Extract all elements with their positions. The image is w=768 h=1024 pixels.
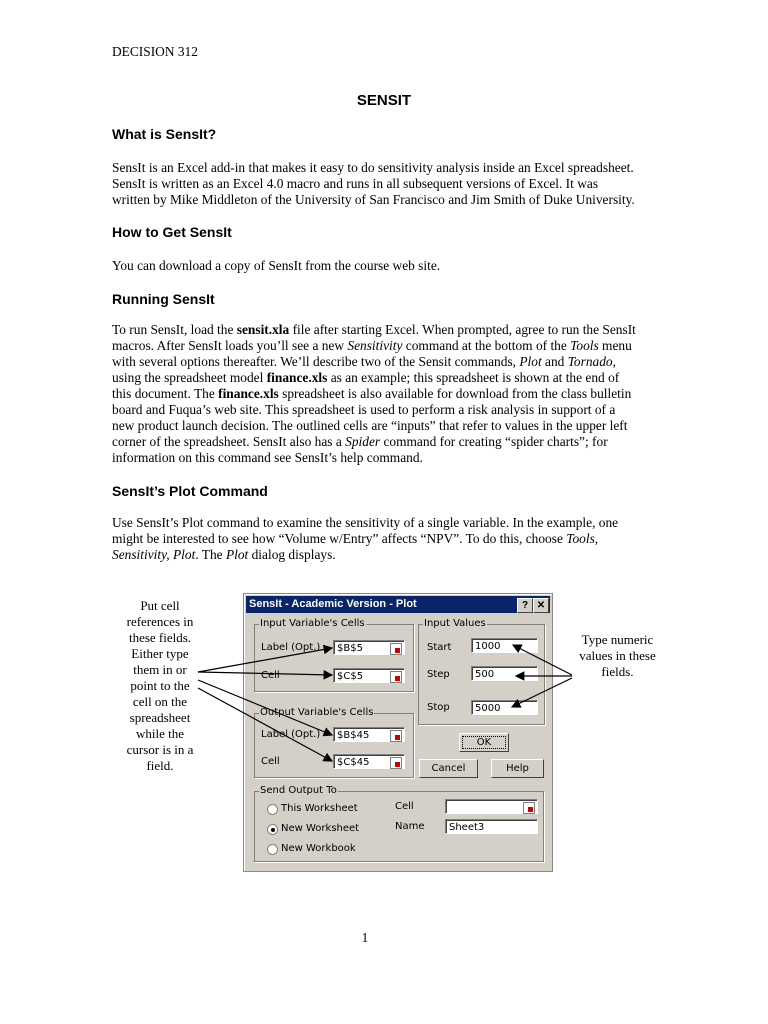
text-segment: spreadsheet is also available for download from the class bulletin: [278, 386, 632, 401]
text-segment: command for creating “spider charts”; for: [380, 434, 608, 449]
text-segment: and: [541, 354, 568, 369]
note-line: cell on the: [132, 694, 188, 709]
text-segment: Plot: [519, 354, 542, 369]
text-segment: dialog displays.: [248, 547, 336, 562]
text-segment: written by Mike Middleton of the University of San Francisco and Jim Smith of Duke University.: [112, 192, 635, 207]
text-segment: file after starting Excel. When prompted, agree to run the SensIt: [289, 322, 636, 337]
field-label: Start: [427, 642, 452, 653]
arrow: [512, 678, 572, 707]
text-segment: new product launch decision. The outlined cells are “inputs” that refer to values in the upper left: [112, 418, 628, 433]
note-line: spreadsheet: [129, 710, 191, 725]
field-value: $B$45: [337, 730, 370, 741]
stop-field[interactable]: 5000: [471, 700, 538, 715]
text-segment: command at the bottom of the: [402, 338, 571, 353]
close-icon[interactable]: ✕: [533, 598, 549, 613]
note-line: point to the: [130, 678, 190, 693]
section-heading: SensIt’s Plot Command: [112, 483, 268, 499]
cancel-button[interactable]: Cancel: [419, 759, 478, 778]
field-label: Cell: [261, 756, 280, 767]
text-segment: this document. The: [112, 386, 219, 401]
arrow: [198, 688, 332, 761]
section-heading: Running SensIt: [112, 291, 215, 307]
group-label: Input Values: [424, 618, 486, 629]
field-value: $C$5: [337, 671, 364, 682]
field-label: Step: [427, 669, 450, 680]
text-segment: . The: [195, 547, 226, 562]
dialog-title: SensIt - Academic Version - Plot: [249, 598, 417, 610]
arrow: [198, 680, 332, 735]
note-line: references in: [126, 614, 194, 629]
section-heading: What is SensIt?: [112, 126, 217, 142]
group-label: Send Output To: [260, 785, 337, 796]
page-number: 1: [361, 930, 369, 945]
text-segment: Use SensIt’s Plot command to examine the sensitivity of a single variable. In the example, one: [112, 515, 619, 530]
text-segment: information on this command see SensIt’s help command.: [112, 450, 423, 465]
help-button[interactable]: Help: [491, 759, 544, 778]
start-field[interactable]: 1000: [471, 638, 538, 653]
text-segment: Plot: [225, 547, 249, 562]
text-segment: Sensitivity: [347, 338, 403, 353]
note-line: Put cell: [140, 598, 180, 613]
sheet-name-field[interactable]: Sheet3: [445, 819, 538, 834]
note-line: while the: [135, 726, 184, 741]
text-segment: Tools: [570, 338, 599, 353]
text-segment: Tools,: [566, 531, 599, 546]
text-segment: finance.xls: [218, 386, 279, 401]
note-line: fields.: [601, 664, 634, 679]
text-segment: Spider: [345, 434, 381, 449]
text-segment: board and Fuqua’s web site. This spreadsheet is used to perform a risk analysis in support of a: [112, 402, 616, 417]
note-line: them in or: [133, 662, 187, 677]
field-label: Cell: [261, 670, 280, 681]
arrow: [513, 645, 572, 675]
text-segment: macros. After SensIt loads you’ll see a new: [112, 338, 348, 353]
radio-label: New Workbook: [281, 843, 356, 854]
field-label: Name: [395, 821, 425, 832]
arrow: [198, 648, 332, 672]
text-segment: You can download a copy of SensIt from the course web site.: [112, 258, 441, 273]
note-line: these fields.: [128, 630, 192, 645]
group-label: Output Variable's Cells: [260, 707, 374, 718]
note-line: cursor is in a: [126, 742, 194, 757]
field-label: Stop: [427, 702, 450, 713]
note-line: values in these: [579, 648, 656, 663]
text-segment: with several options thereafter. We’ll describe two of the Sensit commands,: [112, 354, 520, 369]
field-value: $C$45: [337, 757, 370, 768]
text-segment: SensIt is an Excel add-in that makes it easy to do sensitivity analysis inside an Excel spreadsheet.: [112, 160, 634, 175]
text-segment: corner of the spreadsheet. SensIt also has a: [112, 434, 346, 449]
note-line: field.: [146, 758, 174, 773]
note-line: Type numeric: [581, 632, 654, 647]
radio-label: This Worksheet: [281, 803, 358, 814]
step-field[interactable]: 500: [471, 666, 538, 681]
field-label: Label (Opt.): [261, 729, 321, 740]
text-segment: as an example; this spreadsheet is shown at the end of: [327, 370, 620, 385]
note-line: Either type: [131, 646, 189, 661]
document-title: SENSIT: [356, 92, 412, 109]
group-label: Input Variable's Cells: [260, 618, 365, 629]
field-value: $B$5: [337, 643, 363, 654]
field-label: Cell: [395, 801, 414, 812]
text-segment: ,: [612, 354, 616, 369]
text-segment: To run SensIt, load the: [112, 322, 237, 337]
text-segment: Tornado: [567, 354, 613, 369]
text-segment: menu: [598, 338, 632, 353]
text-segment: sensit.xla: [236, 322, 290, 337]
ok-button[interactable]: OK: [459, 733, 509, 752]
text-segment: might be interested to see how “Volume w/Entry” affects “NPV”. To do this, choose: [112, 531, 567, 546]
text-segment: SensIt is written as an Excel 4.0 macro and runs in all subsequent versions of Excel. It was: [112, 176, 599, 191]
text-segment: finance.xls: [266, 370, 328, 385]
text-segment: Sensitivity, Plot: [112, 547, 196, 562]
page-header: DECISION 312: [112, 44, 198, 59]
arrow: [198, 672, 332, 675]
radio-label: New Worksheet: [281, 823, 360, 834]
help-icon[interactable]: ?: [517, 598, 533, 613]
text-segment: using the spreadsheet model: [112, 370, 267, 385]
section-heading: How to Get SensIt: [112, 224, 232, 240]
field-label: Label (Opt.): [261, 642, 321, 653]
